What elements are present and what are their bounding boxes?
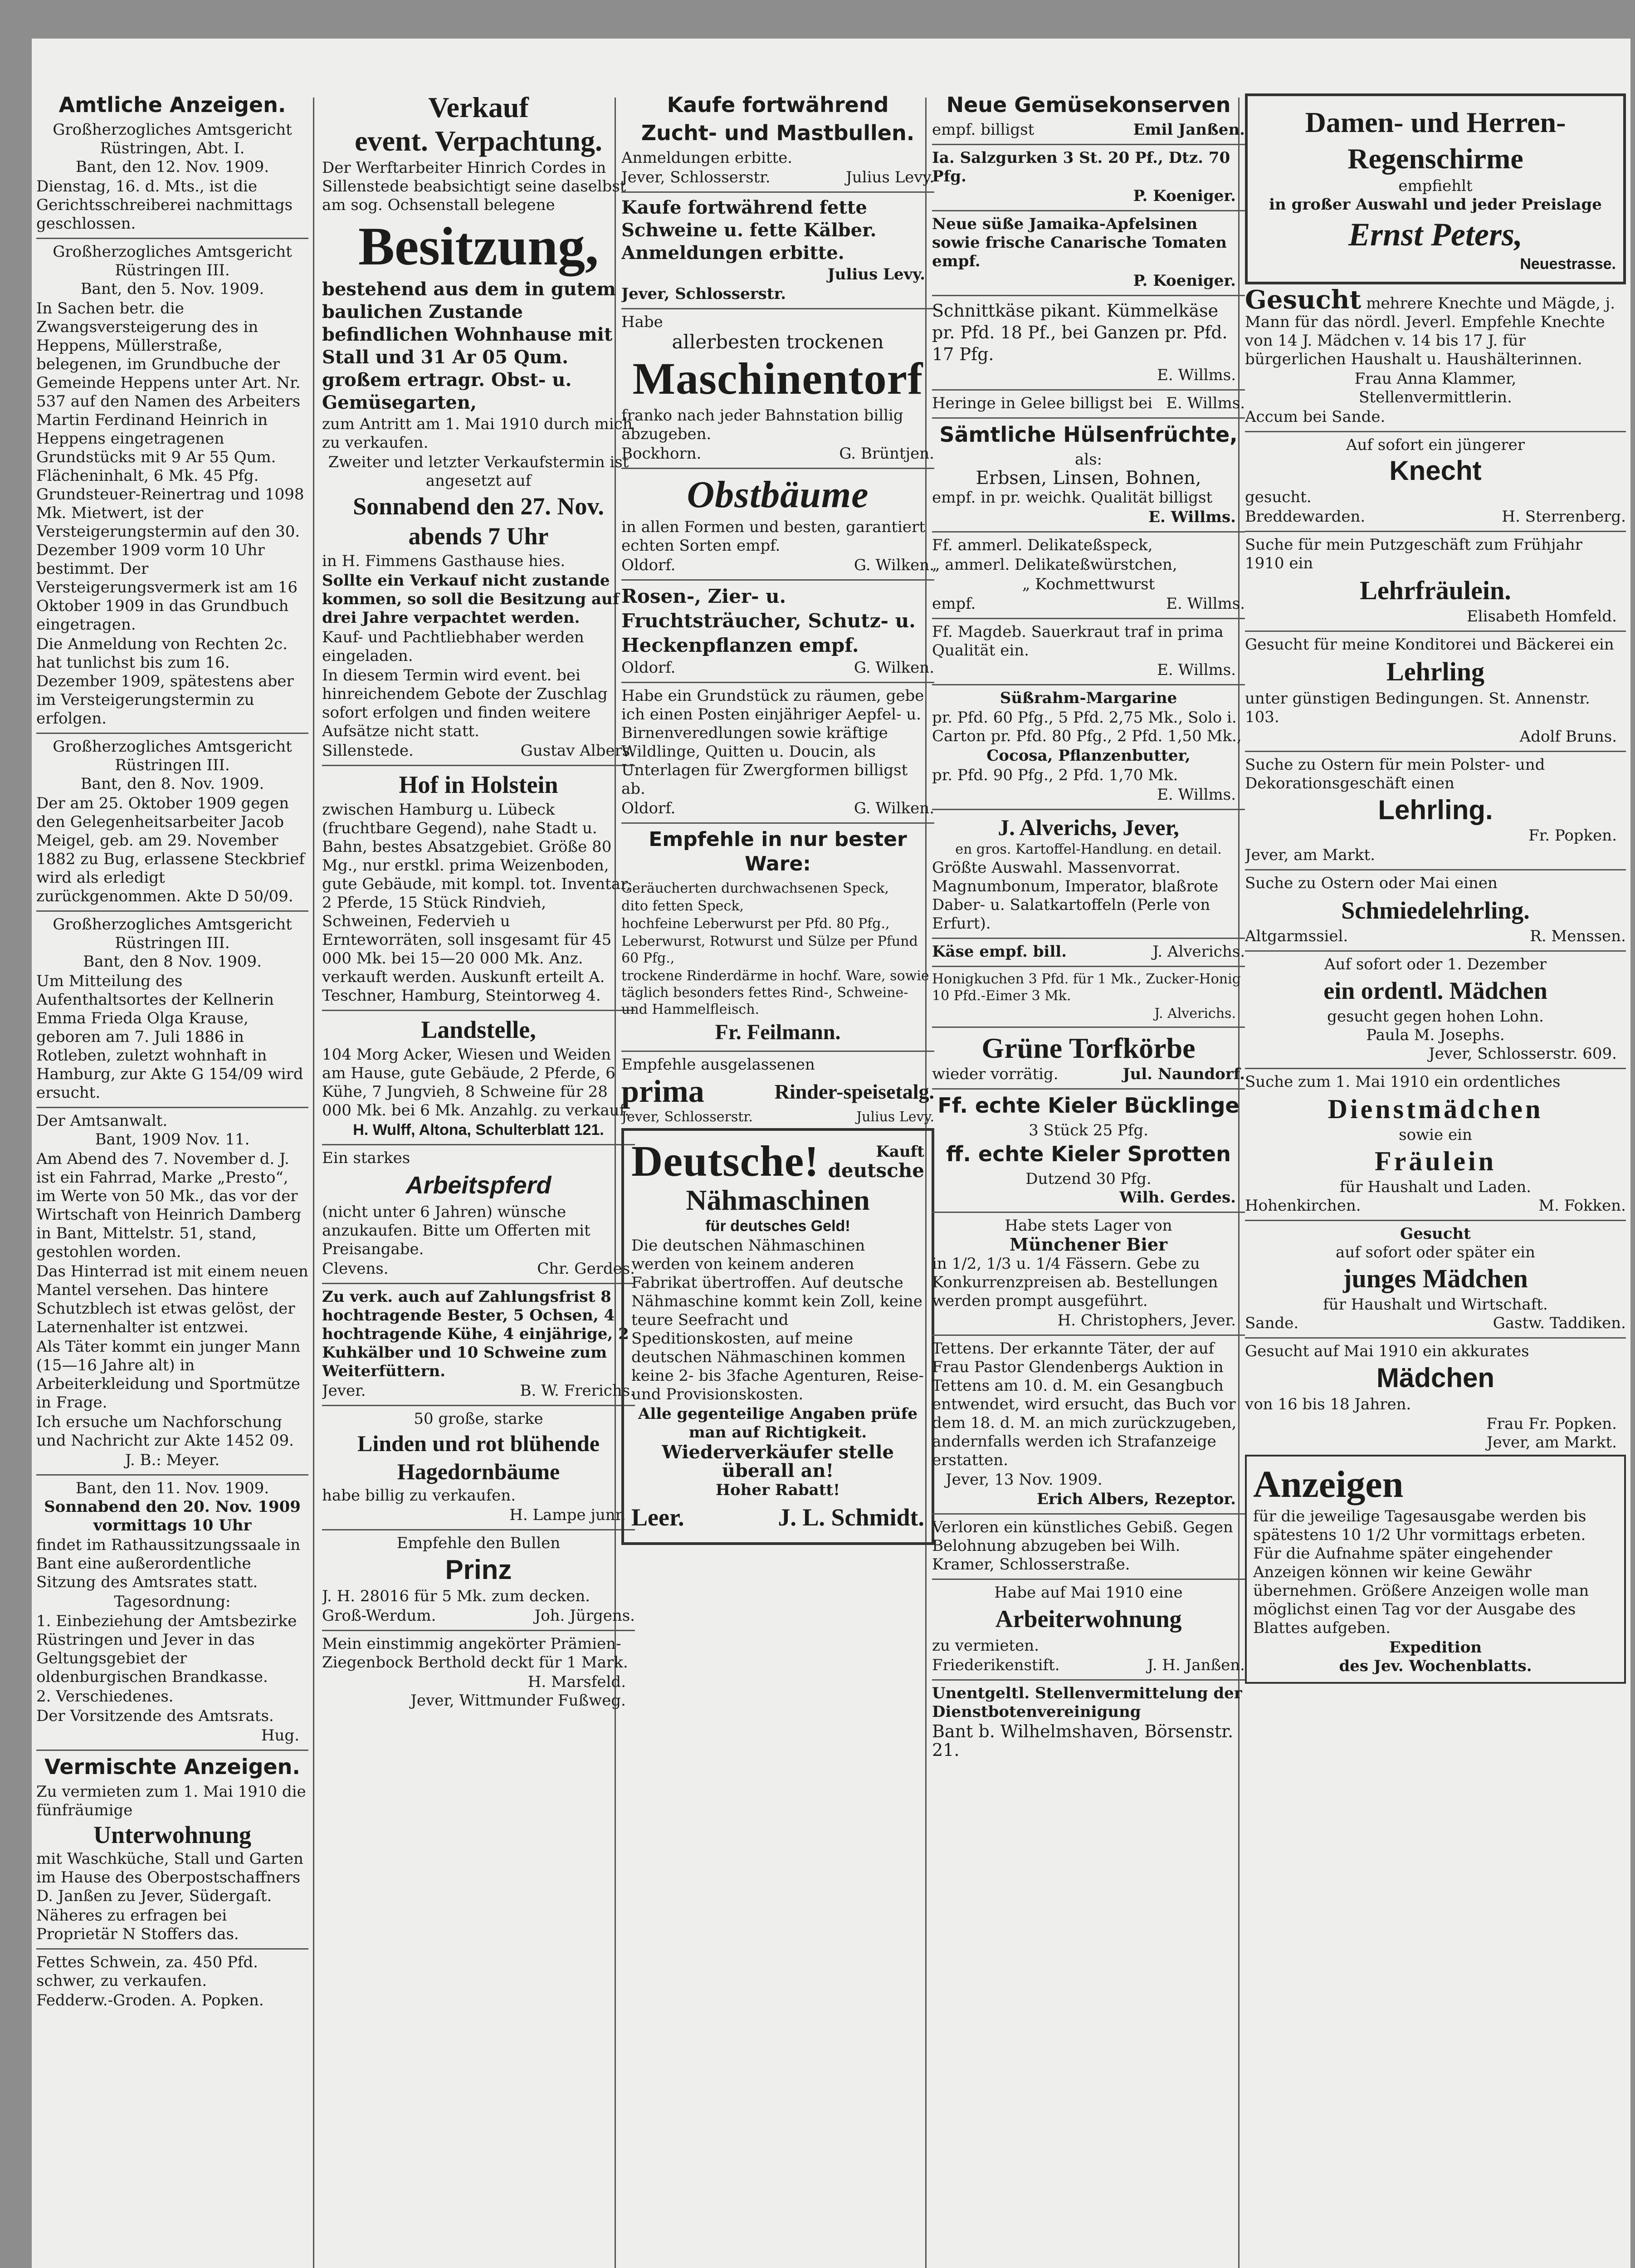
ad-herring: Heringe in Gelee billigst bei E. Willms. — [932, 394, 1245, 412]
column-property-ads — [322, 91, 635, 2268]
ad-preserves: Neue Gemüsekonserven empf. billigst Emil Janßen. — [932, 93, 1245, 139]
ad-bull-prinz: Empfehle den Bullen Prinz J. H. 28016 für 5 Mk. zum decken. Groß-Werdum. Joh. Jürgens. — [322, 1534, 635, 1625]
divider — [932, 1334, 1245, 1336]
divider — [932, 295, 1245, 296]
ad-peat: Habe allerbesten trockenen Maschinentorf franko nach jeder Bahnstation billig abzugeben. Bockhorn. G. Brüntjen. — [621, 313, 934, 463]
ad-pig: Fettes Schwein, za. 450 Pfd. schwer, zu verkaufen. Fedderw.-Groden. A. Popken. — [36, 1953, 264, 2009]
ad-honey: Honigkuchen 3 Pfd. für 1 Mk., Zucker-Honig 10 Pfd.-Eimer 3 Mk. J. Alverichs. — [932, 971, 1241, 1022]
notice-court-1: Großherzogliches Amtsgericht Rüstringen, Abt. I. Bant, den 12. Nov. 1909. Dienstag, 16. d. Mts., ist die Gerichtsschreiberei nachmittags geschlossen. — [36, 121, 293, 233]
ad-smith-apprentice: Suche zu Ostern oder Mai einen Schmiedelehrling. Altgarmssiel. R. Menssen. — [1245, 874, 1626, 945]
divider — [1245, 869, 1626, 870]
divider — [932, 1513, 1245, 1515]
divider — [36, 238, 308, 239]
ad-cattle: Zu verk. auch auf Zahlungsfrist 8 hochtragende Bester, 5 Ochsen, 4 hochtragende Kühe, 4 einjährige, 2 Kuhkälber und 10 Schweine zum Weiterfüttern. Jever. B. W. Frerichs. — [322, 1288, 635, 1400]
divider — [322, 765, 635, 766]
divider — [1245, 1068, 1626, 1069]
divider — [322, 1010, 635, 1011]
divider — [932, 531, 1245, 533]
ad-kiel-fish: Ff. echte Kieler Bücklinge 3 Stück 25 Pfg. ff. echte Kieler Sprotten Dutzend 30 Pfg. Wilh. Gerdes. — [937, 1093, 1240, 1207]
ad-cheese: Schnittkäse pikant. Kümmelkäse pr. Pfd. 18 Pf., bei Ganzen pr. Pfd. 17 Pfg. E. Willms. — [932, 301, 1236, 384]
divider — [1245, 950, 1626, 952]
ad-baskets: Grüne Torfkörbe wieder vorrätig. Jul. Naundorf. — [932, 1032, 1245, 1083]
divider — [1245, 431, 1626, 432]
ad-bulls-wanted: Kaufe fortwährend Zucht- und Mastbullen. Anmeldungen erbitte. Jever, Schlosserstr. Julius Levy. — [621, 93, 934, 186]
column-grocery-ads — [932, 91, 1245, 2268]
ad-title: Verkauf — [428, 91, 529, 123]
ad-fruit-trees: Obstbäume in allen Formen und besten, garantiert echten Sorten empf. Oldorf. G. Wilken. — [621, 474, 934, 574]
divider — [36, 1107, 308, 1108]
ad-goat: Mein einstimmig angekörter Prämien-Ziegenbock Berthold deckt für 1 Mark. H. Marsfeld. Jever, Wittmunder Fußweg. — [322, 1635, 628, 1710]
ad-beer: Habe stets Lager von Münchener Bier in 1/2, 1/3 u. 1/4 Fässern. Gebe zu Konkurrenzpreisen ab. Bestellungen werden prompt ausgeführt. H. Christophers, Jever. — [932, 1217, 1236, 1330]
ad-pickles: Ia. Salzgurken 3 St. 20 Pf., Dtz. 70 Pfg. P. Koeniger. — [932, 149, 1236, 205]
notice-court-2: Großherzogliches Amtsgericht Rüstringen III. Bant, den 5. Nov. 1909. In Sachen betr. die Zwangsversteigerung des in Heppens, Müllerstraße, belegenen, im Grundbuche der Gemeinde Heppens unter Art. Nr. 537 auf den Namen des Arbeiters Martin Ferdinand Heinrich in Heppens eingetragenen Grundstücks mit 9 Ar 55 Qum. Flächeninhalt, 6 Mk. 45 Pfg. Grundsteuer-Reinertrag und 1098 Mk. Mietwert, ist der Versteigerungstermin auf den 30. Dezember 1909 vorm 10 Uhr bestimmt. Der Versteigerungsvermerk ist am 16 Oktober 1909 in das Grundbuch eingetragen. Die Anmeldung von Rechten 2c. hat tunlichst bis zum 16. Dezember 1909, spätestens aber im Versteigerungstermin zu erfolgen. — [36, 243, 304, 728]
divider — [932, 1026, 1245, 1028]
ad-girl-1910: Gesucht auf Mai 1910 ein akkurates Mädchen von 16 bis 18 Jahren. Frau Fr. Popken. Jever, am Markt. — [1245, 1342, 1617, 1452]
divider — [36, 1948, 308, 1950]
notice-prosecutor: Der Amtsanwalt. Bant, 1909 Nov. 11. Am Abend des 7. November d. J. ist ein Fahrrad, Marke „Presto“, im Werte von 50 Mk., das vor der Wirtschaft von Heinrich Damberg in Bant, Mittelstr. 51, stand, gestohlen worden. Das Hinterrad ist mit einem neuen Mantel versehen. Das hintere Schutzblech ist etwas gelöst, der Laternenhalter ist entzwei. Als Täter kommt ein junger Mann (15—16 Jahre alt) in Arbeiterkleidung und Sportmütze in Frage. Ich ersuche um Nachforschung und Nachricht zur Akte 1452 09. J. B.: Meyer. — [36, 1112, 308, 1469]
ad-cheese-2: Käse empf. bill. J. Alverichs. — [932, 943, 1245, 961]
ad-pigs-wanted: Kaufe fortwährend fette Schweine u. fette Kälber. Anmeldungen erbitte. Julius Levy. Jever, Schlosserstr. — [621, 197, 925, 303]
column-jobs-ads — [1245, 91, 1626, 2268]
ad-potatoes: J. Alverichs, Jever, en gros. Kartoffel-Handlung. en detail. Größte Auswahl. Massenvorrat. Magnumbonum, Imperator, blaßrote Daber- u. Salatkartoffeln (Perle von Erfurt). — [932, 815, 1222, 933]
ad-housemaid: Suche zum 1. Mai 1910 ein ordentliches Dienstmädchen sowie ein Fräulein für Haushalt und Laden. Hohenkirchen. M. Fokken. — [1245, 1073, 1626, 1215]
divider — [322, 1405, 635, 1406]
ad-tallow: Empfehle ausgelassenen prima Rinder-speisetalg. Jever, Schlosserstr. Julius Levy. — [621, 1056, 934, 1125]
ad-young-girl: Gesucht auf sofort oder später ein junges Mädchen für Haushalt und Wirtschaft. Sande. Gastw. Taddiken. — [1245, 1225, 1626, 1332]
divider — [36, 1474, 308, 1476]
divider — [621, 191, 934, 193]
ad-sauerkraut: Ff. Magdeb. Sauerkraut traf in prima Qualität ein. E. Willms. — [932, 623, 1236, 679]
divider — [621, 308, 934, 309]
ad-margarine: Süßrahm-Margarine pr. Pfd. 60 Pfg., 5 Pfd. 2,75 Mk., Solo i. Carton pr. Pfd. 80 Pfg., 2 Pfd. 1,50 Mk., Cocosa, Pflanzenbutter, pr. Pfd. 90 Pfg., 2 Pfd. 1,70 Mk. E. Willms. — [932, 689, 1242, 804]
ad-bakery-apprentice: Gesucht für meine Konditorei und Bäckerei ein Lehrling unter günstigen Bedingungen. St. Annenstr. 103. Adolf Bruns. — [1245, 635, 1617, 746]
section-heading-misc: Vermischte Anzeigen. — [44, 1755, 300, 1779]
ad-workers-flat: Habe auf Mai 1910 eine Arbeiterwohnung zu vermieten. Friederikenstift. J. H. Janßen. — [932, 1584, 1245, 1674]
newspaper-page — [32, 39, 1630, 2268]
ad-job-agency: Unentgeltl. Stellenvermittelung der Dienstbotenvereinigung Bant b. Wilhelmshaven, Börsenstr. 21. — [932, 1684, 1242, 1760]
divider — [621, 468, 934, 469]
ad-farm-holstein: Hof in Holstein zwischen Hamburg u. Lübeck (fruchtbare Gegend), nahe Stadt u. Bahn, bestes Absatzgebiet. Größe 80 Mg., nur erstkl. prima Weizenboden, gute Gebäude, mit kompl. tot. Inventar, 2 Pferde, 15 Stück Rindvieh, Schweinen, Federvieh u Ernteworräten, soll insgesamt für 45 000 Mk. bei 15—20 000 Mk. Anz. verkauft werden. Auskunft erteilt A. Teschner, Hamburg, Steintorweg 4. — [322, 771, 631, 1005]
column-trade-ads — [621, 91, 934, 2268]
divider — [36, 1750, 308, 1751]
divider — [621, 1051, 934, 1052]
ad-oranges: Neue süße Jamaika-Apfelsinen sowie frische Canarische Tomaten empf. P. Koeniger. — [932, 215, 1236, 290]
ad-advertising-notice: Anzeigen für die jeweilige Tagesausgabe werden bis spätestens 10 1/2 Uhr vormittags erbeten. Für die Aufnahme später eingehender Anzeigen können wir keine Gewähr übernehmen. Größere Anzeigen wolle man möglichst einen Tag vor der Ausgabe des Blattes aufgeben. Expedition des Jev. Wochenblatts. — [1245, 1455, 1626, 1684]
divider — [1245, 1337, 1626, 1339]
divider — [932, 389, 1245, 391]
ad-sale-lease: Verkauf event. Verpachtung. Der Werftarbeiter Hinrich Cordes in Sillenstede beabsichtigt seine daselbst am sog. Ochsenstall belegene Besitzung, bestehend aus dem in gutem baulichen Zustande befindlichen Wohnhause mit Stall und 31 Ar 05 Qum. großem ertragr. Obst- u. Gemüsegarten, zum Antritt am 1. Mai 1910 durch mich zu verkaufen. Zweiter und letzter Verkaufstermin ist angesetzt auf Sonnabend den 27. Nov. abends 7 Uhr in H. Fimmens Gasthause hies. Sollte ein Verkauf nicht zustande kommen, so soll die Besitzung auf drei Jahre verpachtet werden. Kauf- und Pachtliebhaber werden eingeladen. In diesem Termin wird event. bei hinreichendem Gebote der Zuschlag sofort erfolgen und finden weitere Aufsätze nicht statt. Sillenstede. Gustav Albers. — [322, 91, 635, 760]
ad-landstelle: Landstelle, 104 Morg Acker, Wiesen und Weiden am Hause, gute Gebäude, 2 Pferde, 6 Kühe, 7 Jungvieh, 8 Schweine für 28 000 Mk. bei 6 Mk. Anzahlg. zu verkauf. H. Wulff, Altona, Schulterblatt 121. — [322, 1016, 630, 1139]
divider — [932, 144, 1245, 145]
divider — [932, 1088, 1245, 1090]
ad-work-horse: Ein starkes Arbeitspferd (nicht unter 6 Jahren) wünsche anzukaufen. Bitte um Offerten mit Preisangabe. Clevens. Chr. Gerdes. — [322, 1149, 635, 1278]
ad-headline: Besitzung, — [358, 216, 599, 276]
divider — [932, 1579, 1245, 1580]
notice-court-4: Großherzogliches Amtsgericht Rüstringen III. Bant, den 8 Nov. 1909. Um Mitteilung des Aufenthaltsortes der Kellnerin Emma Frieda Olga Krause, geboren am 7. Juli 1886 in Rotleben, zuletzt wohnhaft in Hamburg, zur Akte G 154/09 wird ersucht. — [36, 915, 303, 1102]
notice-council-meeting: Bant, den 11. Nov. 1909. Sonnabend den 20. Nov. 1909 vormittags 10 Uhr findet im Rathaussitzungssaale in Bant eine außerordentliche Sitzung des Amtsrates statt. Tagesordnung: 1. Einbeziehung der Amtsbezirke Rüstringen und Jever in das Geltungsgebiet der oldenburgischen Brandkasse. 2. Verschiedenes. Der Vorsitzende des Amtsrats. Hug. — [36, 1479, 301, 1745]
divider — [621, 822, 934, 824]
ad-shrubs: Rosen-, Zier- u. Fruchtsträucher, Schutz- u. Heckenpflanzen empf. Oldorf. G. Wilken. — [621, 585, 934, 677]
divider — [322, 1144, 635, 1145]
divider — [932, 1679, 1245, 1681]
divider — [1245, 1220, 1626, 1221]
ad-lost-dentures: Verloren ein künstliches Gebiß. Gegen Belohnung abzugeben bei Wilh. Kramer, Schlosserstraße. — [932, 1518, 1233, 1574]
ad-delicatessen: Ff. ammerl. Delikateßspeck, „ ammerl. Delikateßwürstchen, „ Kochmettwurst empf. E. Willms. — [932, 536, 1245, 613]
ad-hymnbook: Tettens. Der erkannte Täter, der auf Frau Pastor Glendenbergs Auktion in Tettens am 10. d. M. ein Gesangbuch entwendet, wird ersucht, das Buch vor dem 18. d. M. an mich zurückzugeben, andernfalls werden ich Strafanzeige erstatten. Jever, 13 Nov. 1909. Erich Albers, Rezeptor. — [932, 1339, 1237, 1508]
section-heading-official: Amtliche Anzeigen. — [59, 93, 286, 117]
divider — [322, 1283, 635, 1284]
divider — [36, 910, 308, 912]
divider — [36, 733, 308, 734]
divider — [322, 1630, 635, 1631]
divider — [932, 1212, 1245, 1213]
column-rule — [313, 98, 314, 2268]
divider — [932, 684, 1245, 685]
ad-seedlings: Habe ein Grundstück zu räumen, gebe ich einen Posten einjähriger Aepfel- u. Birnenveredlungen sowie kräftige Wildlinge, Quitten u. Doucin, als Unterlagen für Zwergformen billigst ab. Oldorf. G. Wilken. — [621, 687, 934, 817]
column-official-notices — [36, 91, 308, 2268]
divider — [932, 618, 1245, 619]
ad-farmhand: Auf sofort ein jüngerer Knecht gesucht. Breddewarden. H. Sterrenberg. — [1245, 436, 1626, 526]
ad-trees: 50 große, starke Linden und rot blühende Hagedornbäume habe billig zu verkaufen. H. Lampe junr. — [322, 1410, 626, 1524]
divider — [1245, 631, 1626, 632]
divider — [621, 579, 934, 581]
ad-apprentice-girl: Suche für mein Putzgeschäft zum Frühjahr 1910 ein Lehrfräulein. Elisabeth Homfeld. — [1245, 536, 1617, 626]
divider — [932, 809, 1245, 810]
ad-butcher: Empfehle in nur bester Ware: Geräucherten durchwachsenen Speck, dito fetten Speck, hochfeine Leberwurst per Pfd. 80 Pfg., Leberwurst, Rotwurst und Sülze per Pfund 60 Pfg., trockene Rinderdärme in hochf. Ware, sowie täglich besonders fettes Rind-, Schweine- und Hammelfleisch. Fr. Feilmann. — [621, 828, 929, 1044]
divider — [322, 1529, 635, 1530]
divider — [932, 938, 1245, 939]
ad-sewing-machines: Deutsche! Kauft deutsche Nähmaschinen für deutsches Geld! Die deutschen Nähmaschinen werden von keinem anderen Fabrikat übertroffen. Auf deutsche Nähmaschine kommt kein Zoll, keine teure Seefracht und Speditionskosten, auf meine deutschen Nähmaschinen kommen keine 2- bis 3fache Agenturen, Reise- und Provisionskosten. Alle gegenteilige Angaben prüfe man auf Richtigkeit. Wiederverkäufer stelle überall an! Hoher Rabatt! Leer. J. L. Schmidt. — [621, 1128, 934, 1545]
ad-farmhands-wanted: Gesucht mehrere Knechte und Mägde, j. Mann für das nördl. Jeverl. Empfehle Knechte von 14 J. Mädchen v. 14 bis 17 J. für bürgerlichen Haushalt u. Haushälterinnen. Frau Anna Klammer, Stellenvermittlerin. Accum bei Sande. — [1245, 285, 1615, 426]
ad-apartment: Zu vermieten zum 1. Mai 1910 die fünfräumige Unterwohnung mit Waschküche, Stall und Garten im Hause des Oberpostschaffners D. Janßen zu Jever, Südergaſt. Näheres zu erfragen bei Proprietär N Stoffers das. — [36, 1783, 306, 1943]
ad-maid-1: Auf sofort oder 1. Dezember ein ordentl. Mädchen gesucht gegen hohen Lohn. Paula M. Josephs. Jever, Schlosserstr. 609. — [1323, 955, 1617, 1063]
notice-court-3: Großherzogliches Amtsgericht Rüstringen III. Bant, den 8. Nov. 1909. Der am 25. Oktober 1909 gegen den Gelegenheitsarbeiter Jacob Meigel, geb. am 29. November 1882 zu Bug, erlassene Steckbrief wird als erledigt zurückgenommen. Akte D 50/09. — [36, 738, 305, 905]
divider — [1245, 531, 1626, 532]
divider — [932, 966, 1245, 967]
divider — [932, 210, 1245, 211]
ad-title: event. Verpachtung. — [355, 125, 602, 157]
ad-umbrellas: Damen- und Herren-Regenschirme empfiehlt in großer Auswahl und jeder Preislage Ernst Peters, Neuestrasse. — [1245, 93, 1626, 284]
ad-legumes: Sämtliche Hülsenfrüchte, als: Erbsen, Linsen, Bohnen, empf. in pr. weichk. Qualität billigst E. Willms. — [932, 422, 1238, 526]
divider — [1245, 751, 1626, 752]
divider — [621, 682, 934, 683]
divider — [932, 417, 1245, 419]
ad-upholstery-apprentice: Suche zu Ostern für mein Polster- und Dekorationsgeschäft einen Lehrling. Fr. Popken. Jever, am Markt. — [1245, 756, 1617, 864]
